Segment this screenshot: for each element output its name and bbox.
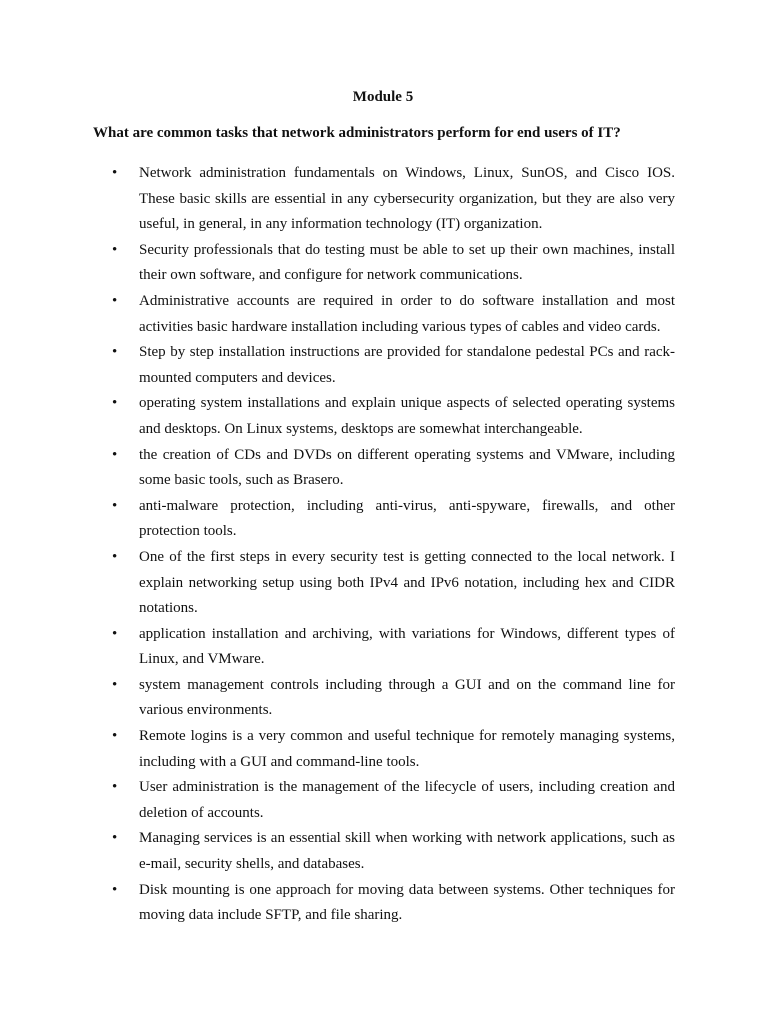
bullet-icon: • bbox=[112, 881, 118, 898]
list-item-text: anti-malware protection, including anti-virus, anti-spyware, firewalls, and other protection tools. bbox=[139, 497, 675, 540]
bullet-icon: • bbox=[112, 241, 118, 258]
bullet-icon: • bbox=[112, 292, 118, 309]
bullet-icon: • bbox=[112, 344, 118, 361]
list-item bbox=[0, 391, 768, 442]
bullet-icon: • bbox=[112, 497, 118, 514]
list-item bbox=[0, 622, 768, 673]
list-item-text: application installation and archiving, with variations for Windows, different types of Linux, and VMware. bbox=[139, 625, 675, 668]
list-item bbox=[0, 238, 768, 289]
list-item-text: Remote logins is a very common and useful technique for remotely managing systems, including with a GUI and command-line tools. bbox=[139, 728, 675, 770]
bullet-icon: • bbox=[112, 395, 118, 412]
bullet-icon: • bbox=[112, 676, 118, 693]
list-item bbox=[0, 775, 768, 826]
bullet-icon: • bbox=[112, 165, 118, 181]
list-item-text: One of the first steps in every security test is getting connected to the local network. I explain networking setup using both IPv4 and IPv6 notation, including hex and CIDR notations. bbox=[139, 548, 675, 617]
bullet-icon: • bbox=[112, 779, 118, 796]
task-bullet-list bbox=[0, 161, 768, 929]
list-item-text: Disk mounting is one approach for moving data between systems. Other techniques for moving data include SFTP, and file sharing. bbox=[139, 881, 675, 924]
bullet-icon: • bbox=[112, 548, 118, 565]
list-item-text: Security professionals that do testing must be able to set up their own machines, install their own software, and configure for network communications. bbox=[139, 241, 675, 284]
list-item bbox=[0, 289, 768, 340]
list-item bbox=[0, 545, 768, 622]
list-item bbox=[0, 878, 768, 929]
module-title: Module 5 bbox=[352, 89, 414, 105]
list-item bbox=[0, 826, 768, 877]
bullet-icon: • bbox=[112, 728, 118, 745]
bullet-icon: • bbox=[112, 446, 118, 463]
list-item bbox=[0, 724, 768, 775]
bullet-icon: • bbox=[112, 830, 118, 847]
list-item bbox=[0, 494, 768, 545]
list-item bbox=[0, 443, 768, 494]
list-item-text: the creation of CDs and DVDs on different operating systems and VMware, including some basic tools, such as Brasero. bbox=[139, 446, 675, 489]
section-question: What are common tasks that network administrators perform for end users of IT? bbox=[93, 125, 621, 141]
list-item-text: operating system installations and explain unique aspects of selected operating systems and desktops. On Linux systems, desktops are somewhat interchangeable. bbox=[139, 395, 675, 437]
list-item-text: User administration is the management of the lifecycle of users, including creation and deletion of accounts. bbox=[139, 779, 675, 821]
bullet-icon: • bbox=[112, 625, 118, 642]
list-item bbox=[0, 161, 768, 238]
list-item-text: Managing services is an essential skill when working with network applications, such as e-mail, security shells, and databases. bbox=[139, 830, 675, 873]
list-item-text: Network administration fundamentals on Windows, Linux, SunOS, and Cisco IOS. These basic skills are essential in any cybersecurity organization, but they are also very useful, in general, in any information technology (IT) organization. bbox=[139, 165, 675, 233]
list-item bbox=[0, 340, 768, 391]
list-item-text: Administrative accounts are required in order to do software installation and most activities basic hardware installation including various types of cables and video cards. bbox=[139, 292, 675, 335]
list-item-text: Step by step installation instructions are provided for standalone pedestal PCs and rack-mounted computers and devices. bbox=[139, 344, 675, 386]
list-item bbox=[0, 673, 768, 724]
list-item-text: system management controls including through a GUI and on the command line for various environments. bbox=[139, 676, 675, 719]
